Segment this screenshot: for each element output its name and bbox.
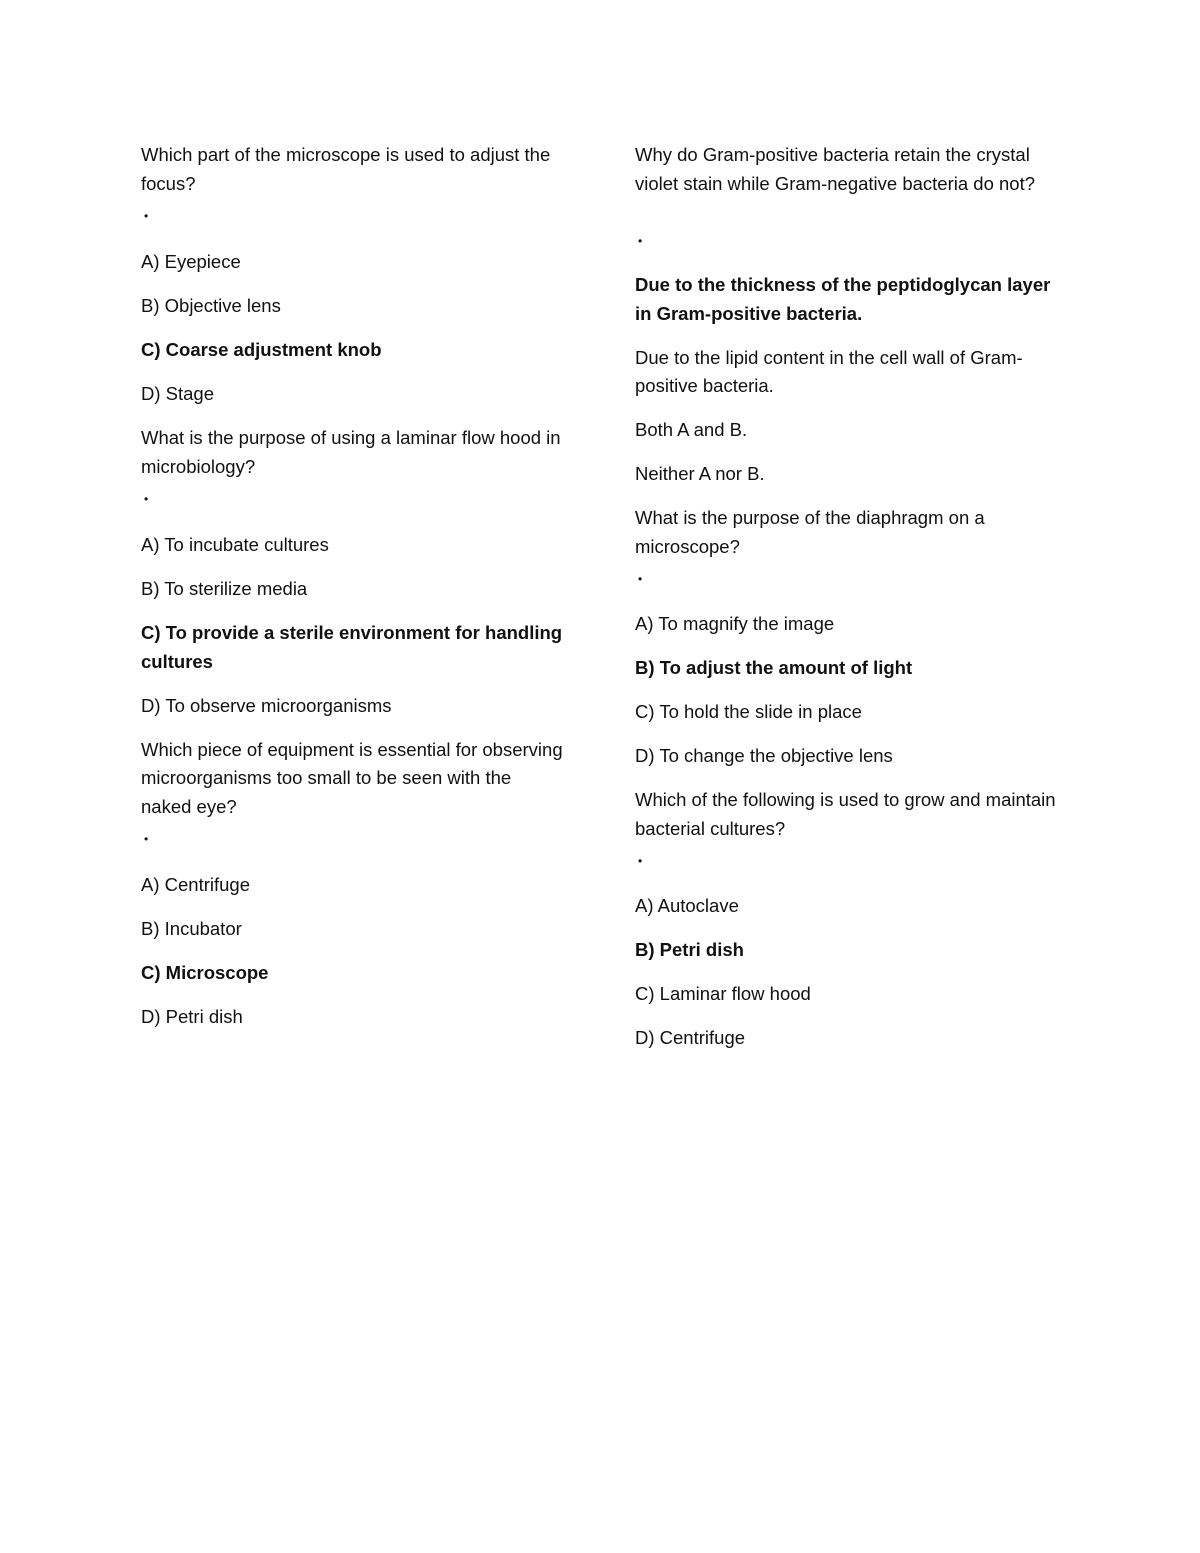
question-block — [635, 786, 1060, 1053]
bullet-marker: • — [144, 209, 149, 223]
option-a: A) Centrifuge — [141, 874, 250, 895]
option-2: Due to the lipid content in the cell wall of Gram-positive bacteria. — [635, 346, 1023, 396]
option-c-correct: C) Coarse adjustment knob — [141, 339, 382, 360]
question-block — [141, 424, 566, 720]
question-text: Which of the following is used to grow and maintain bacterial cultures? — [635, 789, 1056, 839]
bullet-marker: • — [638, 234, 643, 248]
question-block — [635, 504, 1060, 771]
option-1-correct: Due to the thickness of the peptidoglycan layer in Gram-positive bacteria. — [635, 274, 1051, 324]
option-b-correct: B) To adjust the amount of light — [635, 657, 913, 678]
question-block — [141, 141, 566, 409]
option-4: Neither A nor B. — [635, 463, 765, 484]
question-text: What is the purpose of using a laminar flow hood in microbiology? — [141, 427, 561, 477]
question-text: What is the purpose of the diaphragm on a microscope? — [635, 507, 985, 557]
option-d: D) Stage — [141, 383, 215, 404]
option-d: D) To change the objective lens — [635, 745, 893, 766]
left-column — [141, 141, 566, 1047]
option-d: D) To observe microorganisms — [141, 694, 392, 716]
option-b: B) Objective lens — [141, 295, 281, 316]
option-3: Both A and B. — [635, 419, 748, 440]
option-a: A) Eyepiece — [141, 251, 241, 272]
option-c: C) To hold the slide in place — [635, 701, 862, 722]
option-b-correct: B) Petri dish — [635, 939, 744, 960]
option-a: A) To magnify the image — [635, 613, 835, 634]
question-block — [141, 736, 566, 1032]
question-block — [635, 141, 1060, 489]
option-c: C) Laminar flow hood — [635, 983, 811, 1004]
bullet-marker: • — [638, 572, 643, 586]
question-text: Why do Gram-positive bacteria retain the crystal violet stain while Gram-negative bacteria do not? — [635, 144, 1036, 194]
option-d: D) Centrifuge — [635, 1027, 746, 1048]
question-text: Which part of the microscope is used to adjust the focus? — [141, 144, 551, 194]
bullet-marker: • — [144, 492, 149, 506]
option-c-correct: C) Microscope — [141, 962, 269, 983]
question-text: Which piece of equipment is essential for observing microorganisms too small to be seen with the naked eye? — [141, 738, 563, 817]
right-column — [635, 141, 1060, 1068]
bullet-marker: • — [144, 832, 149, 846]
option-b: B) Incubator — [141, 918, 242, 939]
option-a: A) To incubate cultures — [141, 534, 329, 555]
option-b: B) To sterilize media — [141, 578, 308, 599]
bullet-marker: • — [638, 854, 643, 868]
option-a: A) Autoclave — [635, 895, 739, 916]
option-d: D) Petri dish — [141, 1006, 243, 1027]
option-c-correct: C) To provide a sterile environment for handling cultures — [141, 622, 563, 672]
